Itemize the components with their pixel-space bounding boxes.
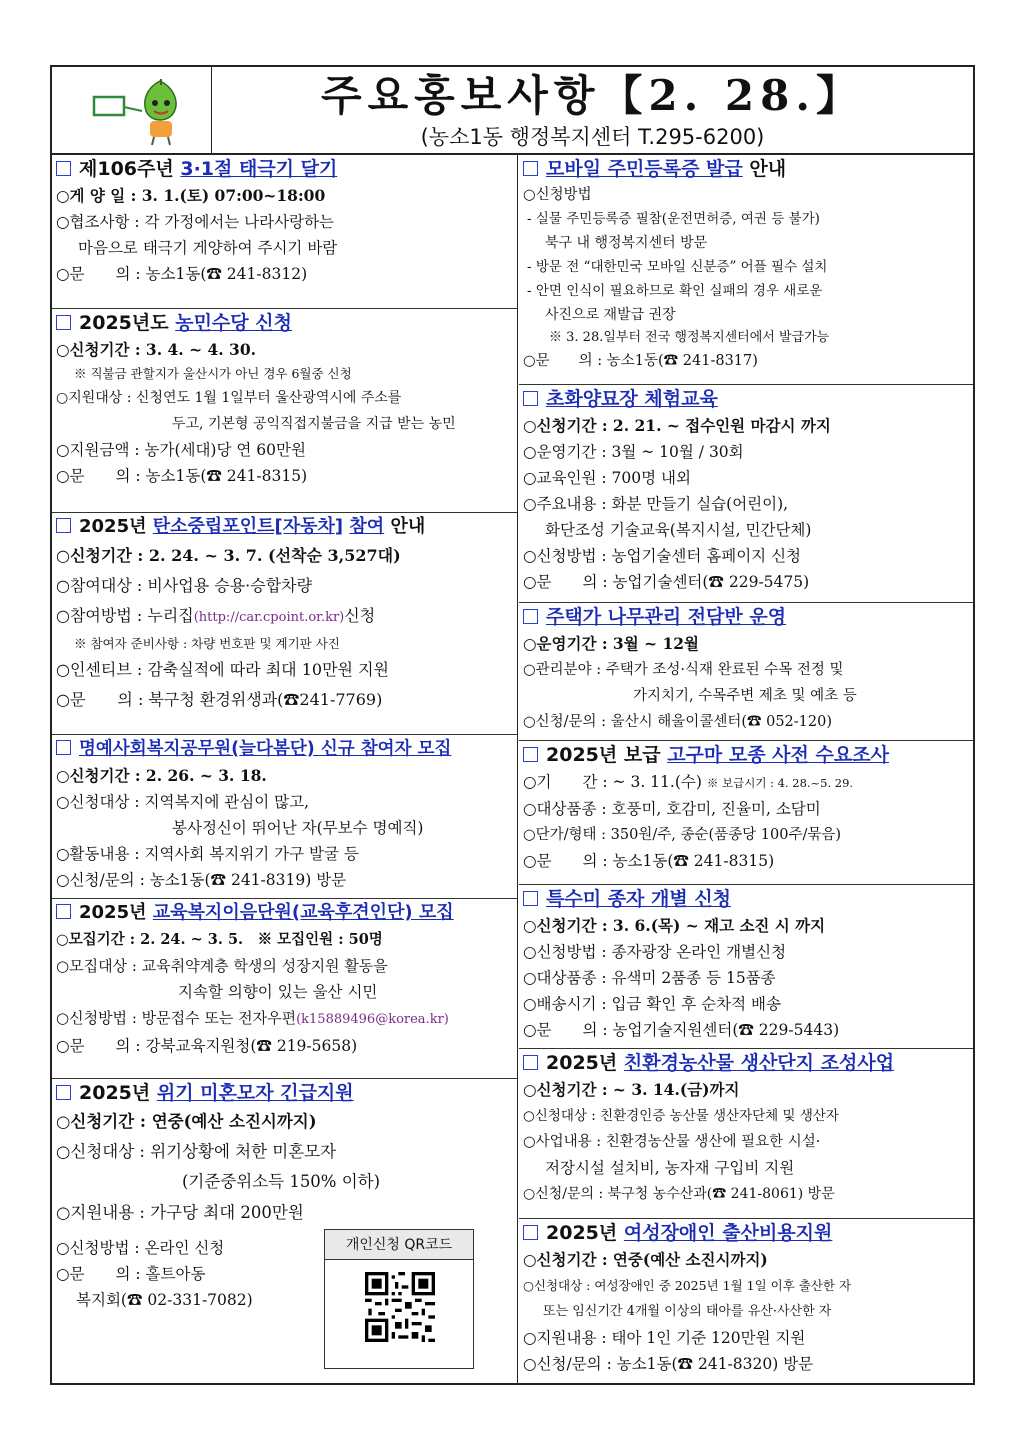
checkbox-icon [523, 1055, 538, 1070]
info-line: ○운영기간 : 3월 ~ 10월 / 30회 [523, 443, 744, 461]
checkbox-icon [56, 315, 71, 330]
info-line: ○신청기간 : 3. 6.(목) ~ 재고 소진 시 까지 [523, 916, 826, 935]
url-link[interactable]: (http://car.cpoint.or.kr) [193, 610, 345, 625]
info-line: ○문 의 : 농소1동(☎ 241-8315) [56, 467, 308, 485]
info-line: ○모집대상 : 교육취약계층 학생의 성장지원 활동을 [56, 957, 388, 975]
info-line: ○관리분야 : 주택가 조성·식재 완료된 수목 전정 및 [523, 662, 844, 678]
info-line: ○사업내용 : 친환경농산물 생산에 필요한 시설· [523, 1134, 821, 1150]
info-line: ○신청기간 : 2. 24. ~ 3. 7. (선착순 3,527대) [56, 546, 401, 565]
checkbox-icon [523, 891, 538, 906]
info-line: 지속할 의향이 있는 울산 시민 [178, 983, 378, 1001]
info-line: ○신청/문의 : 농소1동(☎ 241-8320) 방문 [523, 1355, 814, 1373]
section-education-welfare [52, 899, 517, 1079]
info-line: - 실물 주민등록증 필참(운전면허증, 여권 등 불가) [527, 211, 820, 227]
section-sweet-potato [519, 741, 973, 885]
info-line: ○주요내용 : 화분 만들기 실습(어린이), [523, 495, 789, 513]
info-line: ○신청대상 : 위기상황에 처한 미혼모자 [56, 1142, 337, 1161]
checkbox-icon [56, 161, 71, 176]
info-line: ○신청기간 : 연중(예산 소진시까지) [523, 1250, 768, 1269]
section-seedling-nursery [519, 385, 973, 603]
checkbox-icon [523, 161, 538, 176]
info-line: ○활동내용 : 지역사회 복지위기 가구 발굴 등 [56, 845, 359, 863]
checkbox-icon [523, 609, 538, 624]
checkbox-icon [56, 518, 71, 533]
qr-box[interactable] [324, 1229, 474, 1369]
section-mobile-id [519, 155, 973, 385]
section-title: 특수미 종자 개별 신청 [519, 885, 973, 913]
section-title: 2025년 친환경농산물 생산단지 조성사업 [519, 1049, 973, 1077]
checkbox-icon [523, 747, 538, 762]
info-line: ○신청기간 : 2. 26. ~ 3. 18. [56, 766, 267, 785]
info-line: 또는 임신기간 4개월 이상의 태아를 유산·사산한 자 [543, 1304, 832, 1319]
info-line: ○신청방법 : 온라인 신청 [56, 1239, 225, 1257]
section-title: 2025년도 농민수당 신청 [52, 309, 517, 337]
mascot-logo-icon [90, 77, 200, 147]
info-line: ○대상품종 : 유색미 2품종 등 15품종 [523, 969, 776, 987]
info-line: ○신청/문의 : 북구청 농수산과(☎ 241-8061) 방문 [523, 1186, 835, 1202]
info-line: ○신청대상 : 여성장애인 중 2025년 1월 1일 이후 출산한 자 [523, 1278, 852, 1293]
section-title: 2025년 보급 고구마 모종 사전 수요조사 [519, 741, 973, 769]
info-line: ○신청기간 : ~ 3. 14.(금)까지 [523, 1080, 740, 1099]
section-flag-day [52, 155, 517, 309]
section-title: 명예사회복지공무원(늘다봄단) 신규 참여자 모집 [52, 735, 517, 763]
section-title: 2025년 교육복지이음단원(교육후견인단) 모집 [52, 899, 517, 927]
info-line: ○지원내용 : 태아 1인 기준 120만원 지원 [523, 1329, 806, 1347]
section-title: 주택가 나무관리 전담반 운영 [519, 603, 973, 631]
checkbox-icon [56, 740, 71, 755]
section-title: 모바일 주민등록증 발급 안내 [519, 155, 973, 183]
section-welfare-officer [52, 735, 517, 899]
info-line: ○참여대상 : 비사업용 승용·승합차량 [56, 576, 313, 595]
info-line: ○문 의 : 농소1동(☎ 241-8317) [523, 353, 758, 369]
checkbox-icon [523, 1225, 538, 1240]
info-line: 봉사정신이 뛰어난 자(무보수 명예직) [172, 819, 424, 837]
info-line: ○신청/문의 : 울산시 해울이콜센터(☎ 052-120) [523, 714, 833, 730]
info-line: 사진으로 재발급 권장 [545, 307, 676, 323]
qr-code-icon[interactable] [365, 1272, 435, 1342]
info-line: 마음으로 태극기 게양하여 주시기 바람 [78, 239, 338, 257]
info-line: ○협조사항 : 각 가정에서는 나라사랑하는 [56, 213, 335, 231]
info-line: ○신청방법 [523, 187, 592, 203]
info-line: ○문 의 : 홀트아동 [56, 1265, 206, 1283]
info-line: 복지회(☎ 02-331-7082) [76, 1291, 253, 1309]
left-column [52, 155, 518, 1383]
info-line: ○참여방법 : 누리집(http://car.cpoint.or.kr)신청 [56, 606, 376, 625]
logo-cell [52, 67, 212, 153]
info-line: ○신청방법 : 종자광장 온라인 개별신청 [523, 943, 787, 961]
info-line: ○문 의 : 농소1동(☎ 241-8315) [523, 852, 775, 870]
info-line: - 방문 전 “대한민국 모바일 신분증” 어플 필수 설치 [527, 259, 828, 275]
section-eco-farming [519, 1049, 973, 1219]
section-title: 초화양묘장 체험교육 [519, 385, 973, 413]
info-line: ○신청기간 : 3. 4. ~ 4. 30. [56, 340, 257, 359]
info-line: ○신청/문의 : 농소1동(☎ 241-8319) 방문 [56, 871, 347, 889]
section-special-rice [519, 885, 973, 1049]
info-line: ○문 의 : 농소1동(☎ 241-8312) [56, 265, 308, 283]
info-line: ○신청기간 : 연중(예산 소진시까지) [56, 1112, 317, 1131]
section-single-parent-support [52, 1079, 517, 1383]
info-line: ○지원금액 : 농가(세대)당 연 60만원 [56, 441, 306, 459]
info-line: 북구 내 행정복지센터 방문 [545, 235, 708, 251]
info-line: ○문 의 : 북구청 환경위생과(☎241-7769) [56, 690, 383, 709]
info-line: ○단가/형태 : 350원/주, 종순(품종당 100주/묶음) [523, 827, 842, 843]
info-line: ○신청대상 : 지역복지에 관심이 많고, [56, 793, 310, 811]
checkbox-icon [56, 1085, 71, 1100]
info-line: ○신청대상 : 친환경인증 농산물 생산자단체 및 생산자 [523, 1108, 839, 1124]
info-line: ○신청기간 : 2. 21. ~ 접수인원 마감시 까지 [523, 416, 831, 435]
info-line: ○지원내용 : 가구당 최대 200만원 [56, 1203, 304, 1222]
section-title: 2025년 위기 미혼모자 긴급지원 [52, 1079, 517, 1107]
checkbox-icon [523, 391, 538, 406]
info-line: ○게 양 일 : 3. 1.(토) 07:00~18:00 [56, 186, 326, 205]
info-line: ○인센티브 : 감축실적에 따라 최대 10만원 지원 [56, 660, 389, 679]
info-line: ○운영기간 : 3월 ~ 12월 [523, 634, 700, 653]
info-line: 가지치기, 수목주변 제초 및 예초 등 [633, 688, 857, 704]
section-title: 제106주년 3·1절 태극기 달기 [52, 155, 517, 183]
info-line: 두고, 기본형 공익직접지불금을 지급 받는 농민 [172, 416, 456, 432]
info-line: ○문 의 : 농업기술센터(☎ 229-5475) [523, 573, 810, 591]
section-title: 2025년 여성장애인 출산비용지원 [519, 1219, 973, 1247]
info-line: (기준중위소득 150% 이하) [182, 1172, 381, 1191]
info-line: ○지원대상 : 신청연도 1월 1일부터 울산광역시에 주소를 [56, 390, 402, 406]
info-line: ○교육인원 : 700명 내외 [523, 469, 691, 487]
section-disabled-women-birth [519, 1219, 973, 1383]
section-farmer-allowance [52, 309, 517, 513]
info-line: 화단조성 기술교육(복지시설, 민간단체) [545, 521, 812, 539]
info-line: 저장시설 설치비, 농자재 구입비 지원 [545, 1159, 795, 1177]
checkbox-icon [56, 904, 71, 919]
section-carbon-points [52, 513, 517, 735]
section-title: 2025년 탄소중립포인트[자동차] 참여 안내 [52, 513, 517, 541]
email-link[interactable]: (k15889496@korea.kr) [296, 1012, 449, 1027]
info-line: ○문 의 : 강북교육지원청(☎ 219-5658) [56, 1037, 358, 1055]
right-column [519, 155, 973, 1383]
note-line: ※ 참여자 준비사항 : 차량 번호판 및 계기판 사진 [74, 636, 340, 651]
info-line: ○신청방법 : 농업기술센터 홈페이지 신청 [523, 547, 802, 565]
qr-label: 개인신청 QR코드 [325, 1230, 473, 1260]
bulletin-sheet [50, 65, 975, 1385]
page-subtitle: (농소1동 행정복지센터 T.295-6200) [420, 125, 765, 149]
info-line: ○문 의 : 농업기술지원센터(☎ 229-5443) [523, 1021, 840, 1039]
info-line: ○신청방법 : 방문접수 또는 전자우편(k15889496@korea.kr) [56, 1009, 449, 1027]
info-line: ○대상품종 : 호풍미, 호감미, 진율미, 소담미 [523, 800, 821, 818]
info-line: - 안면 인식이 필요하므로 확인 실패의 경우 새로운 [527, 283, 823, 299]
info-line: ○기 간 : ~ 3. 11.(수) ※ 보급시기 : 4. 28.~5. 29. [523, 773, 854, 791]
note-line: ※ 3. 28.일부터 전국 행정복지센터에서 발급가능 [549, 330, 830, 345]
page-title: 주요홍보사항【2. 28.】 [321, 71, 864, 120]
section-tree-care [519, 603, 973, 741]
note-line: ※ 직불금 관할지가 울산시가 아닌 경우 6월중 신청 [74, 366, 352, 381]
info-line: ○배송시기 : 입금 확인 후 순차적 배송 [523, 995, 781, 1013]
header [52, 67, 973, 155]
info-line: ○모집기간 : 2. 24. ~ 3. 5. ※ 모집인원 : 50명 [56, 931, 383, 948]
